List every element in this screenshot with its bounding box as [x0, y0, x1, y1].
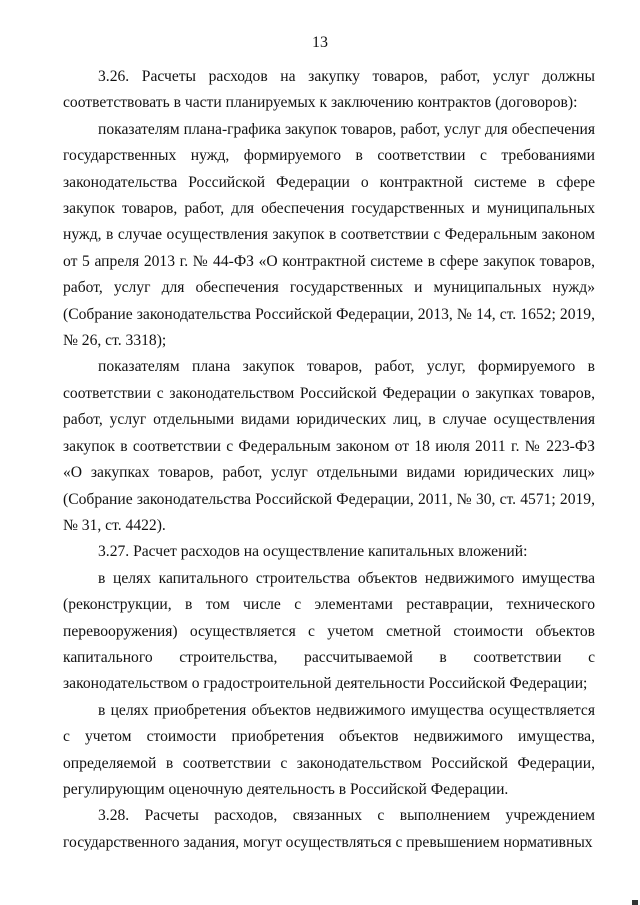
paragraph-223fz-plan: показателям плана закупок товаров, работ, услуг, формируемого в соответствии с законодательством Российской Федерации о закупках товаров, работ, услуг отдельными видами юридических лиц, в случае осуществления закупок в соответствии с Федеральным законом от 18 июля 2011 г. № 223-ФЗ «О закупках товаров, работ, услуг отдельными видами юридических лиц» (Собрание законодательства Российской Федерации, 2011, № 30, ст. 4571; 2019, № 31, ст. 4422). — [63, 358, 595, 534]
paragraph-44fz-plan: показателям плана-графика закупок товаров, работ, услуг для обеспечения государственных нужд, формируемого в соответствии с требованиями законодательства Российской Федерации о контрактной системе в сфере закупок товаров, работ, для обеспечения государственных и муниципальных нужд, в случае осуществления закупок в соответствии с Федеральным законом от 5 апреля 2013 г. № 44-ФЗ «О контрактной системе в сфере закупок товаров, работ, услуг для обеспечения государственных и муниципальных нужд» (Собрание законодательства Российской Федерации, 2013, № 14, ст. 1652; 2019, № 26, ст. 3318); — [63, 120, 595, 350]
paragraph-3-28: 3.28. Расчеты расходов, связанных с выполнением учреждением государственного задания, могут осуществляться с превышением нормативных — [63, 807, 595, 851]
paragraph-3-26: 3.26. Расчеты расходов на закупку товаров, работ, услуг должны соответствовать в части планируемых к заключению контрактов (договоров): — [63, 68, 595, 112]
document-body — [63, 64, 595, 856]
scan-artifact-mark — [632, 900, 638, 905]
paragraph-property-acquisition: в целях приобретения объектов недвижимого имущества осуществляется с учетом стоимости приобретения объектов недвижимого имущества, определяемой в соответствии с законодательством Российской Федерации, регулирующим оценочную деятельность в Российской Федерации. — [63, 701, 595, 798]
paragraph-capital-construction: в целях капитального строительства объектов недвижимого имущества (реконструкции, в том числе с элементами реставрации, технического перевооружения) осуществляется с учетом сметной стоимости объектов капитального строительства, рассчитываемой в соответствии с законодательством о градостроительной деятельности Российской Федерации; — [63, 569, 595, 693]
page-number: 13 — [312, 34, 328, 51]
paragraph-3-27: 3.27. Расчет расходов на осуществление капитальных вложений: — [98, 543, 528, 561]
